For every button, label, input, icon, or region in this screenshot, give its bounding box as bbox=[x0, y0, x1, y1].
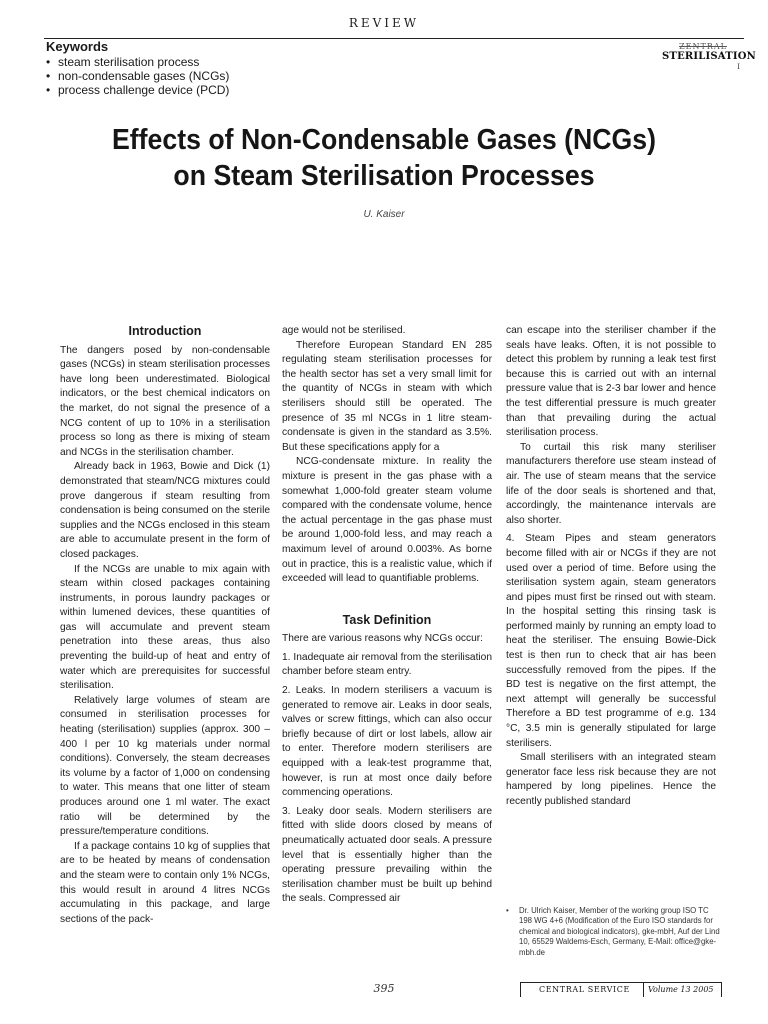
spacer bbox=[282, 587, 492, 613]
paragraph: NCG-condensate mixture. In reality the mixture is present in the gas phase with a somewhat 1,000-fold greater steam volume compared with the condensate volume, hence the actual percentage in the gas phase must be around 1,000-fold less, and may reach a maximum level of around 0.003%. As borne out in practice, this is a realistic value, which if exceeded will lead to quantifiable problems. bbox=[282, 456, 492, 585]
paragraph: Small sterilisers with an integrated steam generator face less risk because they are not hampered by long pipelines. Hence the recently published standard bbox=[506, 752, 716, 807]
header-rule bbox=[44, 38, 744, 39]
paragraph: Already back in 1963, Bowie and Dick (1) demonstrated that steam/NCG mixtures could prove dangerous if steam resulting from condensation is being consumed on the sterile supplies and the NCGs enclosed in this steam are able to accumulate present in the form of closed packages. bbox=[60, 461, 270, 560]
article-author: U. Kaiser bbox=[363, 209, 405, 220]
journal-logo bbox=[662, 42, 756, 72]
keywords-title: Keywords bbox=[46, 39, 109, 54]
paragraph: To curtail this risk many steriliser manufacturers therefore use steam instead of air. The use of steam means that the service life of the door seals is shortened and that, accordingly, the maintenance intervals are also shorter. bbox=[506, 441, 716, 526]
paragraph: The dangers posed by non-condensable gases (NCGs) in steam sterilisation processes have long been underestimated. Biological indicators, or the best chemical indicators on the market, do not signal the presence of a NCG content of up to 10% in a sterilisation process so long as there is mixing of steam and NCGs in the sterilisation chamber. bbox=[60, 344, 270, 458]
section-heading-introduction: Introduction bbox=[128, 324, 202, 338]
keyword-item: • non-condensable gases (NCGs) bbox=[46, 69, 229, 83]
footer-journal-box bbox=[520, 982, 722, 997]
article-title-line-2: on Steam Sterilisation Processes bbox=[173, 160, 595, 192]
footer-volume: Volume 13 2005 bbox=[643, 983, 714, 997]
author-footnote bbox=[506, 906, 721, 958]
paragraph: 1. Inadequate air removal from the sterilisation chamber before steam entry. bbox=[282, 651, 492, 678]
paragraph: age would not be sterilised. bbox=[282, 325, 406, 336]
paragraph: There are various reasons why NCGs occur: bbox=[282, 633, 483, 645]
footer-publication: CENTRAL SERVICE bbox=[539, 985, 630, 994]
paragraph: 3. Leaky door seals. Modern sterilisers are fitted with slide doors closed by means of pneumatically actuated door seals. A pressure level that is essentially higher than the operating pressure prevailing within the sterilisation chamber must be built up behind the seals. Compressed air bbox=[282, 805, 492, 905]
page-number: 395 bbox=[373, 982, 395, 995]
paragraph: If the NCGs are unable to mix again with steam within closed packages containing instruments, in porous laundry packages or within lumened devices, these quantities of gas will accumulate and prevent steam penetration into these areas, thus also preventing the build-up of heat and entry of water which are prerequisites for successful sterilisation. bbox=[60, 563, 270, 692]
section-header: REVIEW bbox=[348, 16, 420, 30]
paragraph: If a package contains 10 kg of supplies that are to be heated by means of condensation and the steam were to contain only 1% NCGs, this would result in around 4 litres NCGs accumulating in this package, and large sections of the pack- bbox=[60, 840, 270, 925]
footnote-bullet: • bbox=[506, 906, 509, 915]
paragraph: Therefore European Standard EN 285 regulating steam sterilisation processes for the health sector has set a very small limit for the quantity of NCGs in steam with which sterilisers should still be operated. The presence of 35 ml NCGs in 1 litre steam-condensate is given in the standard as 3.5%. But these specifications apply for a bbox=[282, 339, 492, 453]
article-title-line-1: Effects of Non-Condensable Gases (NCGs) bbox=[111, 124, 657, 156]
keyword-item: • steam sterilisation process bbox=[46, 55, 229, 69]
journal-logo-main: STERILISATION bbox=[662, 51, 756, 62]
paragraph: Relatively large volumes of steam are consumed in sterilisation processes for heating (sterilisation) supplies (approx. 300 – 400 l per 10 kg materials under normal conditions). Conversely, the steam decreases its volume by a factor of 1,000 on condensing to water. This means that one litter of steam produces around one 1 ml water. The exact ratio will be determined by the pressure/temperature conditions. bbox=[60, 694, 270, 838]
paragraph: 2. Leaks. In modern sterilisers a vacuum is generated to remove air. Leaks in door seals, valves or screw fittings, which can also occur briefly because of dirt or lost labels, allow air to enter. Therefore modern sterilisers are equipped with a leak-test programme that, however, is run at most once daily before commencing operations. bbox=[282, 685, 492, 799]
article-title bbox=[31, 122, 738, 194]
keywords-list bbox=[46, 55, 229, 97]
footnote-text: Dr. Ulrich Kaiser, Member of the working group ISO TC 198 WG 4+6 (Modification of the Euro ISO standards for chemical and biological indicators), gke-mbH, Auf der Lind 10, 65529 Waldems-Esch, Germany, E-Mail: office@gke-mbh.de bbox=[519, 906, 720, 957]
journal-logo-top: ZENTRAL bbox=[679, 42, 727, 51]
paragraph: 4. Steam Pipes and steam generators become filled with air or NCGs if they are not used over a period of time. Before using the sterilisation system again, steam generators and pipes must first be rinsed out with steam. In the hospital setting this rinsing task is performed mainly by running an empty load to heat the steriliser. The ensuing Bowie-Dick test is then run to check that air has been successfully removed from the pipes. If the BD test is negative on the first attempt, the next attempt will generally be successful Therefore a BD test programme of e.g. 134 °C, 3.5 min is generally stipulated for large sterilisers. bbox=[506, 533, 716, 749]
journal-logo-mark: I bbox=[737, 63, 740, 71]
keyword-item: • process challenge device (PCD) bbox=[46, 83, 229, 97]
text-column-2 bbox=[282, 324, 492, 907]
paragraph: can escape into the steriliser chamber if the seals have leaks. Often, it is not possible to detect this problem by running a leak test first because this is carried out with an internal pressure value that is 2-3 bar lower and hence the test differential pressure is much greater than that prevailing during the actual sterilisation process. bbox=[506, 325, 716, 439]
keywords-box bbox=[46, 40, 229, 97]
text-column-1 bbox=[60, 324, 270, 927]
text-column-3 bbox=[506, 324, 716, 810]
section-heading-task-definition: Task Definition bbox=[342, 612, 432, 627]
